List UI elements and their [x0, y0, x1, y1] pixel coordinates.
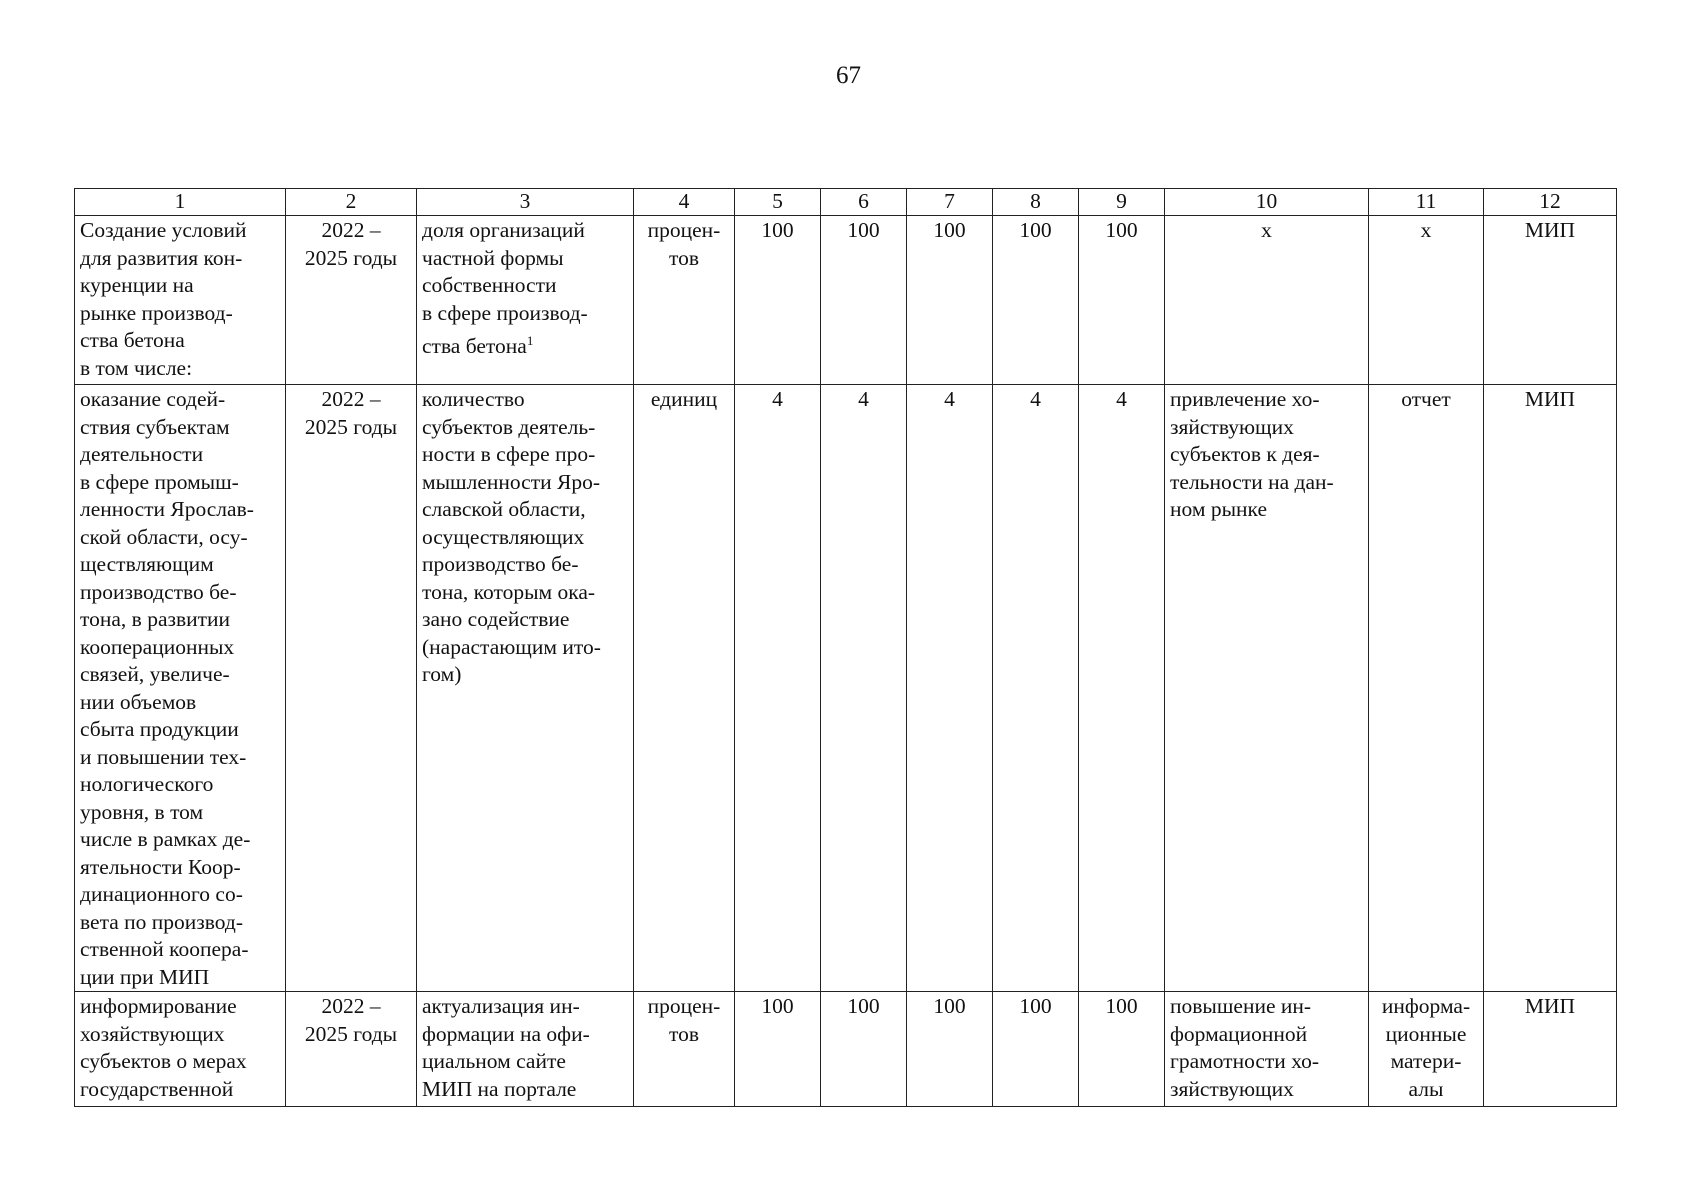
report-cell: отчет	[1369, 385, 1484, 992]
value-cell: 4	[1079, 385, 1165, 992]
report-cell: информа- ционные матери- алы	[1369, 992, 1484, 1107]
period-cell: 2022 – 2025 годы	[286, 992, 417, 1107]
value-cell: 4	[993, 385, 1079, 992]
column-header: 8	[993, 189, 1079, 216]
value-cell: 100	[735, 216, 821, 385]
column-header: 9	[1079, 189, 1165, 216]
period-cell: 2022 – 2025 годы	[286, 385, 417, 992]
indicator-cell: актуализация ин- формации на офи- циальном сайте МИП на портале	[417, 992, 634, 1107]
column-header: 1	[75, 189, 286, 216]
unit-cell: процен- тов	[634, 216, 735, 385]
table-row	[75, 385, 1617, 992]
executor-cell: МИП	[1484, 216, 1617, 385]
value-cell: 100	[735, 992, 821, 1107]
measure-cell: оказание содей- ствия субъектам деятельности в сфере промыш- ленности Ярослав- ской области, осу- ществляющим производство бе- тона, в развитии кооперационных связей, увеличе- нии объемов сбыта продукции и повышении тех- нологического уровня, в том числе в рамках де- ятельности Коор- динационного со- вета по производ- ственной коопера- ции при МИП	[75, 385, 286, 992]
footnote-mark: 1	[526, 333, 534, 348]
value-cell: 100	[1079, 992, 1165, 1107]
value-cell: 100	[907, 992, 993, 1107]
executor-cell: МИП	[1484, 385, 1617, 992]
column-header: 12	[1484, 189, 1617, 216]
page-number: 67	[836, 62, 861, 89]
header-row	[75, 189, 1617, 216]
table-row	[75, 992, 1617, 1107]
column-header: 6	[821, 189, 907, 216]
period-cell: 2022 – 2025 годы	[286, 216, 417, 385]
column-header: 7	[907, 189, 993, 216]
value-cell: 100	[907, 216, 993, 385]
column-header: 2	[286, 189, 417, 216]
value-cell: 4	[735, 385, 821, 992]
indicators-table	[74, 188, 1617, 1107]
result-cell: повышение ин- формационной грамотности хо- зяйствующих	[1165, 992, 1369, 1107]
value-cell: 4	[821, 385, 907, 992]
measure-cell: информирование хозяйствующих субъектов о мерах государственной	[75, 992, 286, 1107]
value-cell: 100	[821, 992, 907, 1107]
column-header: 3	[417, 189, 634, 216]
result-cell: привлечение хо- зяйствующих субъектов к дея- тельности на дан- ном рынке	[1165, 385, 1369, 992]
column-header: 4	[634, 189, 735, 216]
indicator-cell	[417, 216, 634, 385]
unit-cell: процен- тов	[634, 992, 735, 1107]
unit-cell: единиц	[634, 385, 735, 992]
report-cell: х	[1369, 216, 1484, 385]
executor-cell: МИП	[1484, 992, 1617, 1107]
value-cell: 100	[993, 992, 1079, 1107]
measure-cell: Создание условий для развития кон- куренции на рынке производ- ства бетона в том числе:	[75, 216, 286, 385]
result-cell: х	[1165, 216, 1369, 385]
value-cell: 100	[1079, 216, 1165, 385]
value-cell: 4	[907, 385, 993, 992]
table-row	[75, 216, 1617, 385]
indicator-cell: количество субъектов деятель- ности в сфере про- мышленности Яро- славской области, осуществляющих производство бе- тона, которым ока- зано содействие (нарастающим ито- гом)	[417, 385, 634, 992]
indicator-text: доля организаций частной формы собственности в сфере производ- ства бетона	[422, 218, 588, 359]
value-cell: 100	[821, 216, 907, 385]
value-cell: 100	[993, 216, 1079, 385]
column-header: 11	[1369, 189, 1484, 216]
column-header: 5	[735, 189, 821, 216]
column-header: 10	[1165, 189, 1369, 216]
